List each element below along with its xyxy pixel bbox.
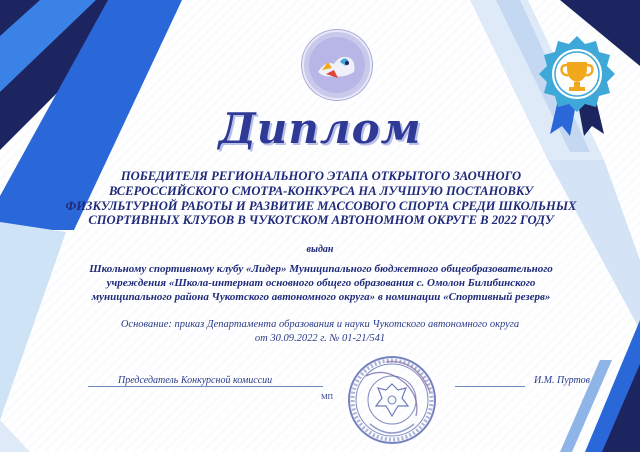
award-heading-line: ФИЗКУЛЬТУРНОЙ РАБОТЫ И РАЗВИТИЕ МАССОВОГО СПОРТА СРЕДИ ШКОЛЬНЫХ <box>65 198 577 213</box>
basis-line: Основание: приказ Департамента образования и науки Чукотского автономного округа <box>120 319 520 330</box>
recipient-line: Школьному спортивному клубу «Лидер» Муниципального бюджетного общеобразовательного <box>89 263 553 275</box>
recipient-text <box>36 262 606 304</box>
signer-name: И.М. Пуртов <box>534 375 591 386</box>
award-heading-line: СПОРТИВНЫХ КЛУБОВ В ЧУКОТСКОМ АВТОНОМНОМ ОКРУГЕ В 2022 ГОДУ <box>88 213 554 228</box>
recipient-line: учреждения «Школа-интернат основного общего образования с. Омолон Билибинского <box>106 277 536 289</box>
basis-text <box>40 318 600 345</box>
signature-line <box>455 386 525 387</box>
basis-line: от 30.09.2022 г. № 01-21/541 <box>254 332 386 344</box>
certificate-title: Диплом <box>218 104 422 153</box>
recipient-line: муниципального района Чукотского автономного округа» в номинации «Спортивный резерв» <box>91 291 551 303</box>
award-heading-line: ВСЕРОССИЙСКОГО СМОТРА-КОНКУРСА НА ЛУЧШУЮ ПОСТАНОВКУ <box>108 183 534 198</box>
issued-label: выдан <box>306 244 334 255</box>
seal-label: МП <box>321 392 334 401</box>
award-heading <box>56 169 586 228</box>
regional-emblem-icon <box>302 30 372 100</box>
official-seal-icon <box>346 354 438 446</box>
signature-line <box>88 386 323 387</box>
award-heading-line: ПОБЕДИТЕЛЯ РЕГИОНАЛЬНОГО ЭТАПА ОТКРЫТОГО ЗАОЧНОГО <box>120 169 522 183</box>
signature-label: Председатель Конкурсной комиссии <box>118 375 273 386</box>
